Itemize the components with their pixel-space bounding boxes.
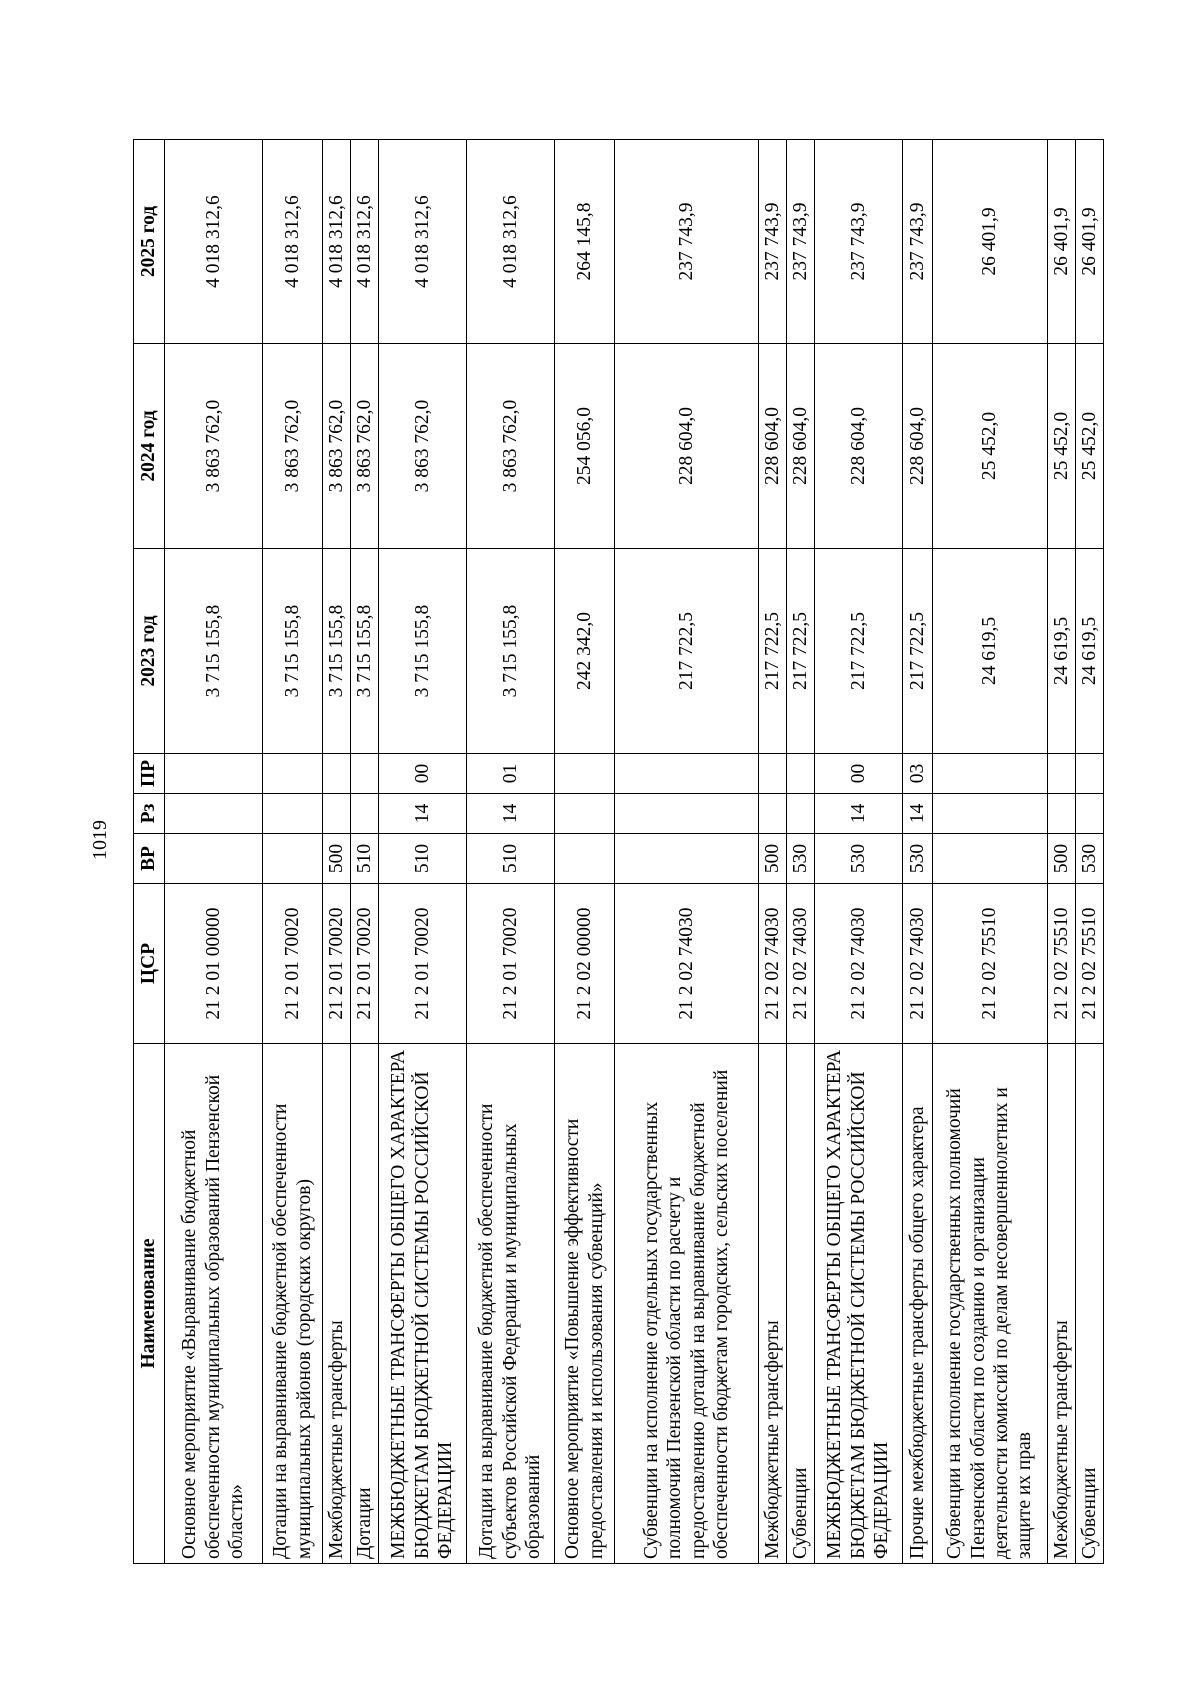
column-header-2025: 2025 год bbox=[134, 140, 165, 344]
cell-rz: 14 bbox=[903, 794, 933, 834]
cell-vr: 510 bbox=[351, 834, 379, 884]
table-row bbox=[467, 140, 555, 1564]
cell-2023: 24 619,5 bbox=[1076, 549, 1104, 754]
cell-rz: 14 bbox=[379, 794, 467, 834]
cell-vr: 530 bbox=[787, 834, 815, 884]
cell-pr bbox=[615, 754, 759, 794]
table-row bbox=[1076, 140, 1104, 1564]
cell-rz bbox=[787, 794, 815, 834]
cell-csr: 21 2 01 70020 bbox=[467, 884, 555, 1044]
cell-pr bbox=[165, 754, 263, 794]
cell-name: Дотации bbox=[351, 1044, 379, 1564]
cell-2024: 228 604,0 bbox=[615, 344, 759, 549]
cell-2025: 4 018 312,6 bbox=[165, 140, 263, 344]
cell-name: Субвенции на исполнение отдельных государственных полномочий Пензенской области по расчету и предоставлению дотаций на выравнивание бюджетной обеспеченности бюджетам городских, сельских поселений bbox=[615, 1044, 759, 1564]
cell-2024: 228 604,0 bbox=[787, 344, 815, 549]
cell-2024: 3 863 762,0 bbox=[323, 344, 351, 549]
cell-2023: 217 722,5 bbox=[903, 549, 933, 754]
cell-vr: 510 bbox=[467, 834, 555, 884]
table-row bbox=[555, 140, 615, 1564]
table-row bbox=[903, 140, 933, 1564]
cell-csr: 21 2 02 00000 bbox=[555, 884, 615, 1044]
cell-pr: 03 bbox=[903, 754, 933, 794]
cell-2023: 217 722,5 bbox=[815, 549, 903, 754]
cell-csr: 21 2 02 74030 bbox=[759, 884, 787, 1044]
table-row bbox=[263, 140, 323, 1564]
column-header-csr: ЦСР bbox=[134, 884, 165, 1044]
cell-2025: 264 145,8 bbox=[555, 140, 615, 344]
cell-2023: 24 619,5 bbox=[1048, 549, 1076, 754]
cell-vr bbox=[165, 834, 263, 884]
cell-2024: 228 604,0 bbox=[903, 344, 933, 549]
cell-2024: 228 604,0 bbox=[759, 344, 787, 549]
cell-csr: 21 2 02 75510 bbox=[933, 884, 1048, 1044]
cell-rz bbox=[1076, 794, 1104, 834]
cell-2023: 217 722,5 bbox=[759, 549, 787, 754]
cell-2023: 24 619,5 bbox=[933, 549, 1048, 754]
column-header-name: Наименование bbox=[134, 1044, 165, 1564]
cell-vr: 510 bbox=[379, 834, 467, 884]
cell-2024: 3 863 762,0 bbox=[467, 344, 555, 549]
cell-2025: 26 401,9 bbox=[1076, 140, 1104, 344]
cell-2023: 3 715 155,8 bbox=[165, 549, 263, 754]
cell-2025: 4 018 312,6 bbox=[351, 140, 379, 344]
cell-pr bbox=[263, 754, 323, 794]
cell-2023: 3 715 155,8 bbox=[351, 549, 379, 754]
cell-2023: 217 722,5 bbox=[615, 549, 759, 754]
cell-rz bbox=[351, 794, 379, 834]
column-header-pr: ПР bbox=[134, 754, 165, 794]
cell-2024: 228 604,0 bbox=[815, 344, 903, 549]
cell-pr bbox=[787, 754, 815, 794]
cell-pr: 01 bbox=[467, 754, 555, 794]
cell-2025: 237 743,9 bbox=[759, 140, 787, 344]
cell-2025: 26 401,9 bbox=[1048, 140, 1076, 344]
cell-pr bbox=[933, 754, 1048, 794]
cell-name: Субвенции bbox=[787, 1044, 815, 1564]
cell-vr: 500 bbox=[323, 834, 351, 884]
cell-2023: 3 715 155,8 bbox=[379, 549, 467, 754]
cell-rz: 14 bbox=[467, 794, 555, 834]
cell-vr: 500 bbox=[1048, 834, 1076, 884]
cell-rz: 14 bbox=[815, 794, 903, 834]
cell-name: Дотации на выравнивание бюджетной обеспеченности субъектов Российской Федерации и муниципальных образований bbox=[467, 1044, 555, 1564]
cell-2023: 217 722,5 bbox=[787, 549, 815, 754]
cell-vr: 530 bbox=[1076, 834, 1104, 884]
cell-csr: 21 2 01 70020 bbox=[323, 884, 351, 1044]
cell-pr bbox=[323, 754, 351, 794]
cell-rz bbox=[1048, 794, 1076, 834]
cell-csr: 21 2 02 75510 bbox=[1076, 884, 1104, 1044]
cell-rz bbox=[323, 794, 351, 834]
cell-name: Субвенции на исполнение государственных полномочий Пензенской области по созданию и организации деятельности комиссий по делам несовершеннолетних и защите их прав bbox=[933, 1044, 1048, 1564]
cell-csr: 21 2 01 00000 bbox=[165, 884, 263, 1044]
table-row bbox=[787, 140, 815, 1564]
cell-2025: 237 743,9 bbox=[615, 140, 759, 344]
column-header-vr: ВР bbox=[134, 834, 165, 884]
cell-name: Межбюджетные трансферты bbox=[323, 1044, 351, 1564]
table-row bbox=[933, 140, 1048, 1564]
table-row bbox=[815, 140, 903, 1564]
cell-name: МЕЖБЮДЖЕТНЫЕ ТРАНСФЕРТЫ ОБЩЕГО ХАРАКТЕРА БЮДЖЕТАМ БЮДЖЕТНОЙ СИСТЕМЫ РОССИЙСКОЙ ФЕДЕРАЦИИ bbox=[815, 1044, 903, 1564]
cell-2023: 3 715 155,8 bbox=[263, 549, 323, 754]
cell-pr bbox=[1076, 754, 1104, 794]
cell-vr bbox=[933, 834, 1048, 884]
column-header-2023: 2023 год bbox=[134, 549, 165, 754]
cell-name: Межбюджетные трансферты bbox=[1048, 1044, 1076, 1564]
cell-rz bbox=[165, 794, 263, 834]
table-body bbox=[165, 140, 1104, 1564]
column-header-rz: Рз bbox=[134, 794, 165, 834]
cell-pr: 00 bbox=[379, 754, 467, 794]
cell-2025: 4 018 312,6 bbox=[467, 140, 555, 344]
cell-csr: 21 2 02 75510 bbox=[1048, 884, 1076, 1044]
cell-2025: 4 018 312,6 bbox=[323, 140, 351, 344]
cell-2025: 4 018 312,6 bbox=[379, 140, 467, 344]
cell-csr: 21 2 02 74030 bbox=[903, 884, 933, 1044]
cell-rz bbox=[759, 794, 787, 834]
cell-csr: 21 2 01 70020 bbox=[379, 884, 467, 1044]
cell-name: Основное мероприятие «Выравнивание бюджетной обеспеченности муниципальных образований Пензенской области» bbox=[165, 1044, 263, 1564]
table-header-row bbox=[134, 140, 165, 1564]
table-row bbox=[615, 140, 759, 1564]
cell-name: Дотации на выравнивание бюджетной обеспеченности муниципальных районов (городских округов) bbox=[263, 1044, 323, 1564]
column-header-2024: 2024 год bbox=[134, 344, 165, 549]
budget-table bbox=[133, 139, 1104, 1564]
cell-2024: 3 863 762,0 bbox=[351, 344, 379, 549]
table-row bbox=[351, 140, 379, 1564]
cell-2025: 4 018 312,6 bbox=[263, 140, 323, 344]
cell-pr bbox=[555, 754, 615, 794]
cell-vr bbox=[615, 834, 759, 884]
cell-csr: 21 2 02 74030 bbox=[815, 884, 903, 1044]
cell-csr: 21 2 02 74030 bbox=[615, 884, 759, 1044]
cell-name: Основное мероприятие «Повышение эффективности предоставления и использования субвенций» bbox=[555, 1044, 615, 1564]
cell-2023: 3 715 155,8 bbox=[467, 549, 555, 754]
cell-2025: 237 743,9 bbox=[787, 140, 815, 344]
cell-pr: 00 bbox=[815, 754, 903, 794]
cell-pr bbox=[351, 754, 379, 794]
cell-2024: 25 452,0 bbox=[1076, 344, 1104, 549]
cell-csr: 21 2 02 74030 bbox=[787, 884, 815, 1044]
table-row bbox=[379, 140, 467, 1564]
cell-2024: 254 056,0 bbox=[555, 344, 615, 549]
cell-vr: 530 bbox=[815, 834, 903, 884]
cell-vr bbox=[263, 834, 323, 884]
cell-2023: 3 715 155,8 bbox=[323, 549, 351, 754]
cell-vr: 530 bbox=[903, 834, 933, 884]
cell-rz bbox=[263, 794, 323, 834]
cell-2025: 237 743,9 bbox=[815, 140, 903, 344]
page-number: 1019 bbox=[89, 820, 111, 860]
cell-2024: 25 452,0 bbox=[1048, 344, 1076, 549]
cell-2024: 3 863 762,0 bbox=[263, 344, 323, 549]
cell-csr: 21 2 01 70020 bbox=[263, 884, 323, 1044]
cell-name: Межбюджетные трансферты bbox=[759, 1044, 787, 1564]
cell-rz bbox=[555, 794, 615, 834]
cell-2023: 242 342,0 bbox=[555, 549, 615, 754]
cell-name: Субвенции bbox=[1076, 1044, 1104, 1564]
cell-rz bbox=[933, 794, 1048, 834]
table-row bbox=[759, 140, 787, 1564]
cell-2024: 25 452,0 bbox=[933, 344, 1048, 549]
cell-vr bbox=[555, 834, 615, 884]
cell-pr bbox=[759, 754, 787, 794]
rotated-table-container bbox=[133, 140, 1100, 1564]
cell-vr: 500 bbox=[759, 834, 787, 884]
table-row bbox=[1048, 140, 1076, 1564]
cell-2024: 3 863 762,0 bbox=[379, 344, 467, 549]
cell-name: МЕЖБЮДЖЕТНЫЕ ТРАНСФЕРТЫ ОБЩЕГО ХАРАКТЕРА БЮДЖЕТАМ БЮДЖЕТНОЙ СИСТЕМЫ РОССИЙСКОЙ ФЕДЕРАЦИИ bbox=[379, 1044, 467, 1564]
cell-csr: 21 2 01 70020 bbox=[351, 884, 379, 1044]
cell-2025: 237 743,9 bbox=[903, 140, 933, 344]
cell-pr bbox=[1048, 754, 1076, 794]
table-row bbox=[165, 140, 263, 1564]
cell-rz bbox=[615, 794, 759, 834]
cell-name: Прочие межбюджетные трансферты общего характера bbox=[903, 1044, 933, 1564]
cell-2024: 3 863 762,0 bbox=[165, 344, 263, 549]
table-row bbox=[323, 140, 351, 1564]
cell-2025: 26 401,9 bbox=[933, 140, 1048, 344]
